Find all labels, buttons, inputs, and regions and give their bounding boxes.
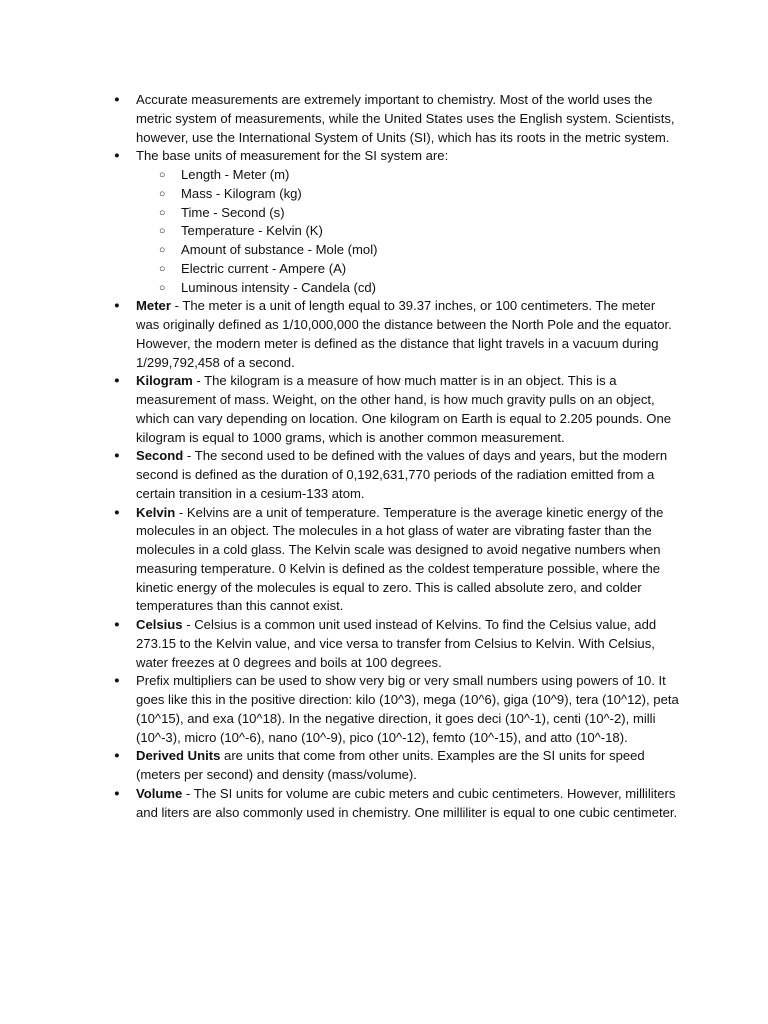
si-base-units-list — [136, 166, 682, 297]
bullet-text: - Kelvins are a unit of temperature. Temperature is the average kinetic energy of the molecules in an object. The molecules in a hot glass of water are vibrating faster than the molecules in a cold glass. The Kelvin scale was designed to avoid negative numbers when measuring temperature. 0 Kelvin is defined as the coldest temperature possible, where the kinetic energy of the molecules is equal to zero. This is called absolute zero, and colder temperatures than this cannot exist. — [136, 504, 664, 614]
sub-list-item: ○ Mass - Kilogram (kg) — [181, 185, 682, 204]
bullet-term: Celsius — [136, 617, 183, 632]
bullet-term: Derived Units — [136, 748, 221, 764]
list-item — [136, 372, 682, 447]
bullet-text: The base units of measurement for the SI system are: — [136, 148, 449, 164]
list-item — [136, 616, 682, 672]
bullet-term: Meter — [136, 298, 171, 314]
list-item — [136, 147, 682, 297]
list-item — [136, 447, 682, 503]
bullet-term: Kilogram — [136, 373, 193, 389]
list-item — [136, 504, 682, 617]
list-item — [136, 297, 682, 372]
sub-list-item: ○ Amount of substance - Mole (mol) — [181, 241, 682, 260]
bullet-text: - The SI units for volume are cubic meters and cubic centimeters. However, milliliters and liters are also commonly used in chemistry. One milliliter is equal to one cubic centimeter. — [136, 785, 678, 820]
list-item — [136, 785, 682, 823]
sub-list-item: ○ Electric current - Ampere (A) — [181, 260, 682, 279]
list-item — [136, 91, 682, 147]
bullet-term: Second — [136, 448, 184, 464]
bullet-text: - The meter is a unit of length equal to 39.37 inches, or 100 centimeters. The meter was originally defined as 1/10,000,000 the distance between the North Pole and the equator. However, the modern meter is defined as the distance that light travels in a vacuum during 1/299,792,458 of a second. — [136, 298, 672, 370]
bullet-text: Accurate measurements are extremely important to chemistry. Most of the world uses the metric system of measurements, while the United States uses the English system. Scientists, however, use the International System of Units (SI), which has its roots in the metric system. — [136, 92, 675, 145]
bullet-text: Prefix multipliers can be used to show very big or very small numbers using powers of 10. It goes like this in the positive direction: kilo (10^3), mega (10^6), giga (10^9), tera (10^12), peta (10^15), and exa (10^18). In the negative direction, it goes deci (10^-1), centi (10^-2), milli (10^-3), micro (10^-6), nano (10^-9), pico (10^-12), femto (10^-15), and atto (10^-18). — [136, 673, 679, 745]
document-body — [136, 91, 682, 822]
list-item — [136, 747, 682, 785]
bullet-term: Kelvin — [136, 504, 176, 520]
bullet-list — [136, 91, 682, 822]
list-item — [136, 672, 682, 747]
bullet-text: - The kilogram is a measure of how much matter is in an object. This is a measurement of mass. Weight, on the other hand, is how much gravity pulls on an object, which can vary depending on location. One kilogram on Earth is equal to 2.205 pounds. One kilogram is equal to 1000 grams, which is another common measurement. — [136, 373, 672, 445]
bullet-text: - Celsius is a common unit used instead of Kelvins. To find the Celsius value, add 273.15 to the Kelvin value, and vice versa to transfer from Celsius to Kelvin. With Celsius, water freezes at 0 degrees and boils at 100 degrees. — [136, 617, 657, 670]
sub-list-item: ○ Length - Meter (m) — [181, 166, 682, 185]
sub-list-item: ○ Temperature - Kelvin (K) — [181, 222, 682, 241]
bullet-term: Volume — [136, 785, 183, 801]
sub-list-item: ○ Time - Second (s) — [181, 204, 682, 223]
bullet-text: are units that come from other units. Examples are the SI units for speed (meters per second) and density (mass/volume). — [136, 748, 645, 782]
sub-list-item: ○ Luminous intensity - Candela (cd) — [181, 279, 682, 298]
bullet-text: - The second used to be defined with the values of days and years, but the modern second is defined as the duration of 0,192,631,770 periods of the radiation emitted from a certain transition in a cesium-133 atom. — [136, 448, 668, 501]
